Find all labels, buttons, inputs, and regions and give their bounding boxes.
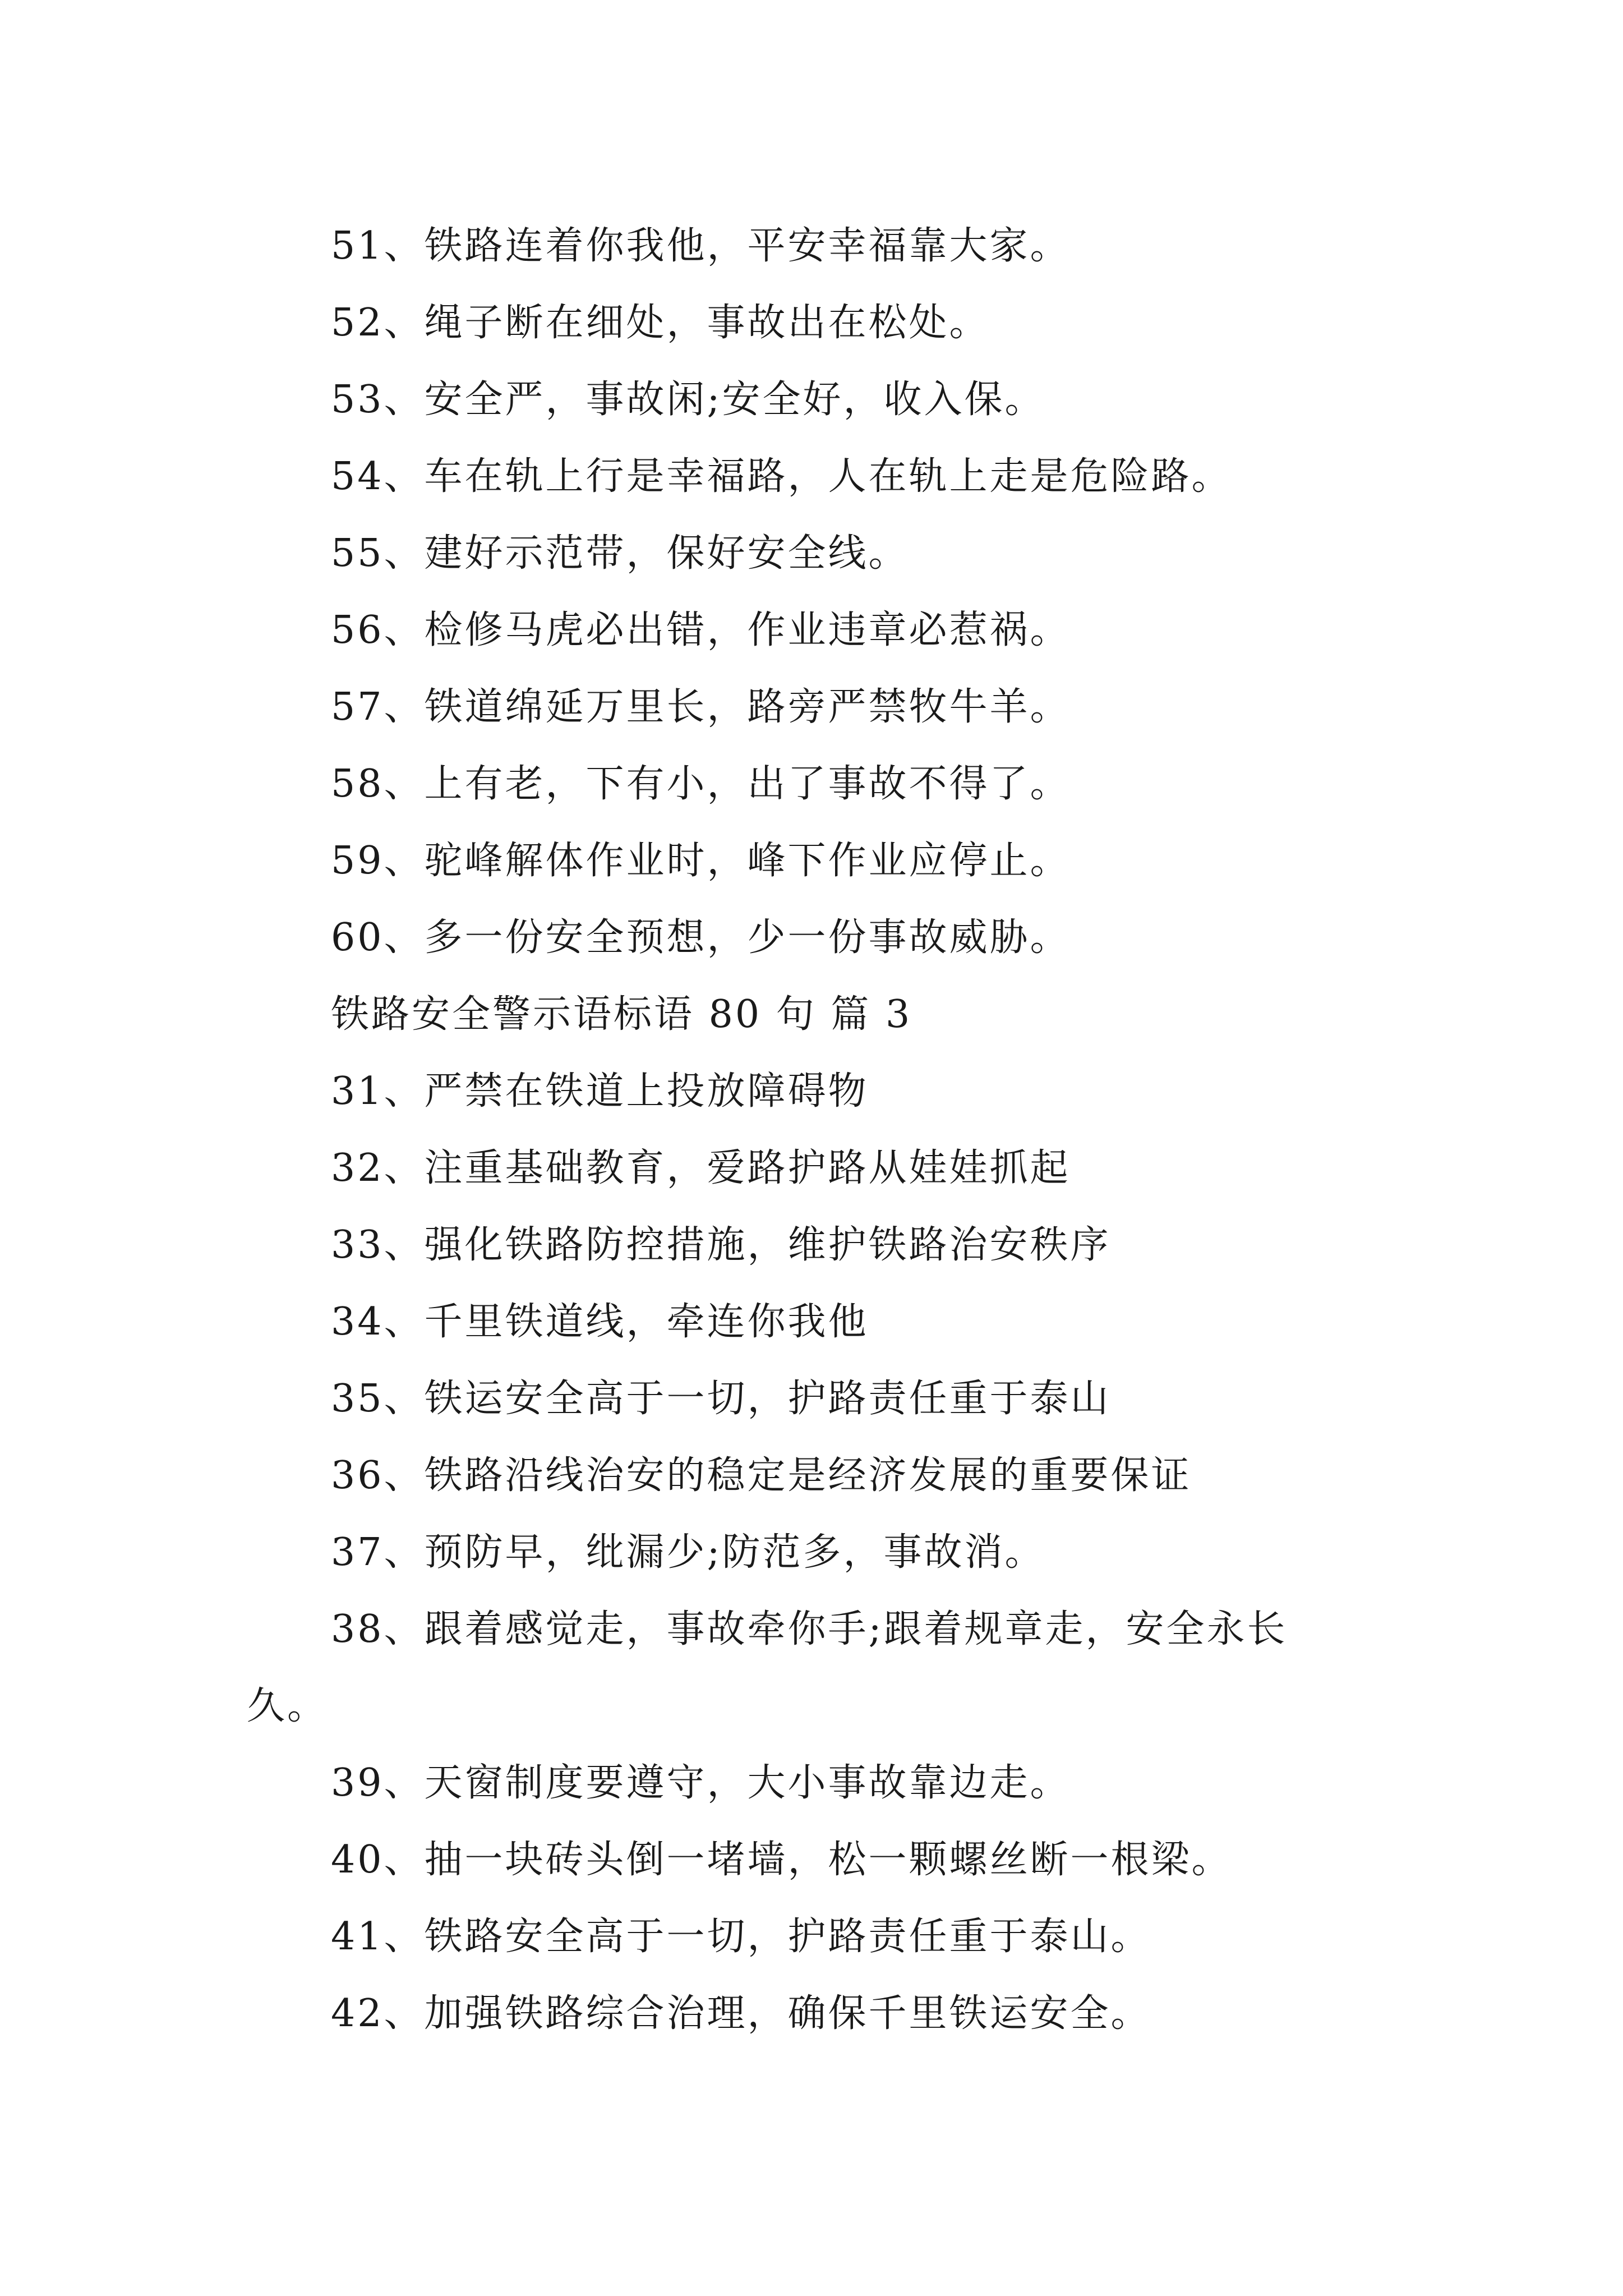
- slogan-line: 56、检修马虎必出错，作业违章必惹祸。: [331, 608, 1071, 652]
- slogan-line: 33、强化铁路防控措施，维护铁路治安秩序: [331, 1223, 1111, 1267]
- slogan-line: 37、预防早，纰漏少;防范多，事故消。: [331, 1530, 1045, 1575]
- slogan-line: 53、安全严，事故闲;安全好，收入保。: [331, 378, 1045, 422]
- slogan-line: 36、铁路沿线治安的稳定是经济发展的重要保证: [331, 1453, 1192, 1498]
- slogan-line: 41、铁路安全高于一切，护路责任重于泰山。: [331, 1915, 1151, 1959]
- slogan-line: 52、绳子断在细处，事故出在松处。: [331, 301, 990, 345]
- slogan-line: 60、多一份安全预想，少一份事故威胁。: [331, 915, 1071, 960]
- slogan-line: 42、加强铁路综合治理，确保千里铁运安全。: [331, 1991, 1151, 2036]
- slogan-line: 32、注重基础教育，爱路护路从娃娃抓起: [331, 1146, 1071, 1190]
- slogan-line: 51、铁路连着你我他，平安幸福靠大家。: [331, 224, 1071, 268]
- slogan-line: 59、驼峰解体作业时，峰下作业应停止。: [331, 839, 1071, 883]
- slogan-line: 40、抽一块砖头倒一堵墙，松一颗螺丝断一根梁。: [331, 1838, 1232, 1882]
- document-body: [247, 208, 1391, 2052]
- section-heading: 铁路安全警示语标语 80 句 篇 3: [331, 992, 912, 1037]
- slogan-line: 58、上有老，下有小，出了事故不得了。: [331, 762, 1071, 806]
- slogan-line: 57、铁道绵延万里长，路旁严禁牧牛羊。: [331, 685, 1071, 729]
- slogan-line: 34、千里铁道线，牵连你我他: [331, 1300, 869, 1344]
- slogan-line-wrapped-first: 38、跟着感觉走，事故牵你手;跟着规章走，安全永长: [331, 1607, 1288, 1651]
- slogan-line: 39、天窗制度要遵守，大小事故靠边走。: [331, 1761, 1071, 1805]
- slogan-line: 31、严禁在铁道上投放障碍物: [331, 1069, 869, 1114]
- slogan-line-wrapped-second: 久。: [247, 1684, 328, 1728]
- slogan-line: 54、车在轨上行是幸福路，人在轨上走是危险路。: [331, 454, 1232, 499]
- slogan-line: 55、建好示范带，保好安全线。: [331, 531, 909, 576]
- slogan-line: 35、铁运安全高于一切，护路责任重于泰山: [331, 1377, 1111, 1421]
